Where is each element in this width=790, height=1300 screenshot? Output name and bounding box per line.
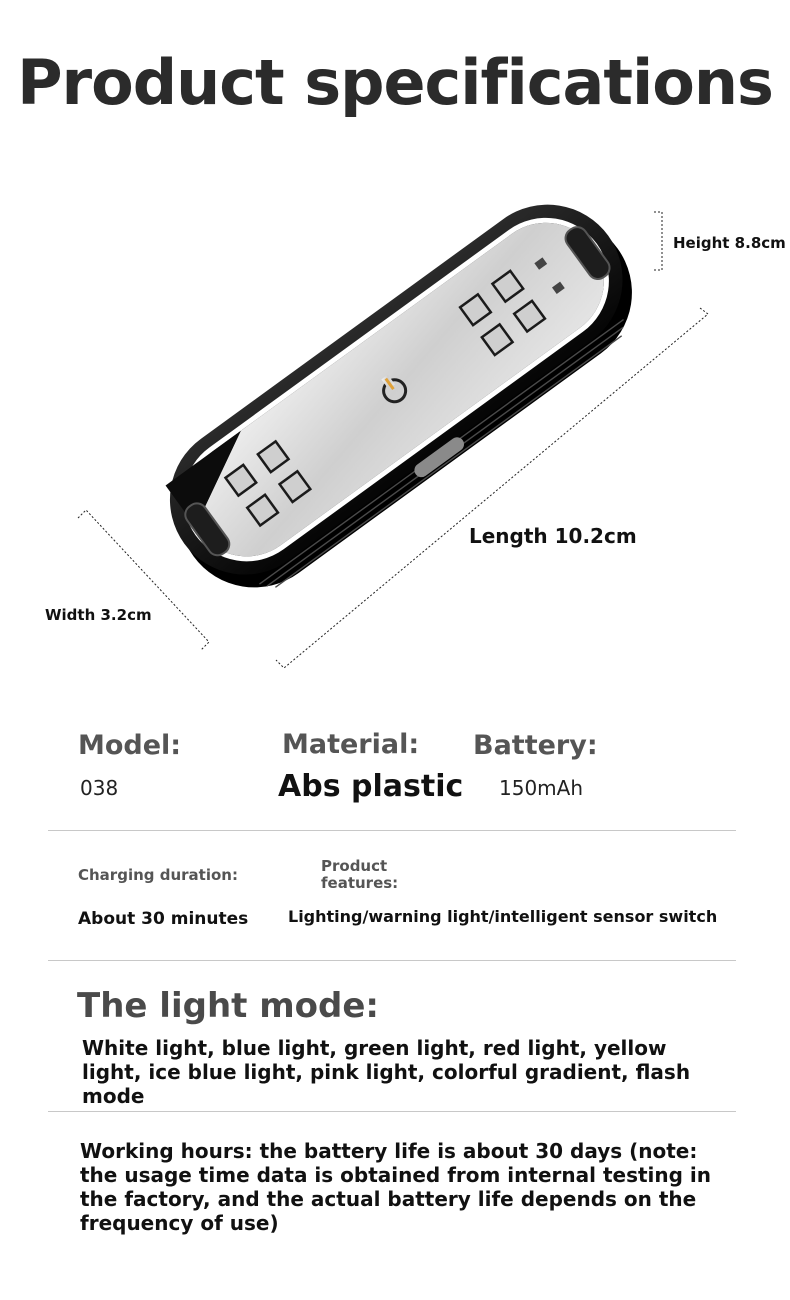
material-label: Material:: [282, 729, 420, 760]
divider: [48, 830, 736, 831]
battery-label: Battery:: [473, 730, 598, 761]
height-dimension: [654, 212, 662, 270]
page-title: Product specifications: [17, 46, 773, 119]
height-label: Height 8.8cm: [673, 234, 786, 252]
working-hours-text: Working hours: the battery life is about 30 days (note: the usage time data is obtained from internal testing in the factory, and the actual battery life depends on the frequency of use): [80, 1139, 711, 1235]
length-label: Length 10.2cm: [469, 524, 637, 548]
divider: [48, 960, 736, 961]
battery-value: 150mAh: [499, 776, 584, 800]
model-label: Model:: [78, 730, 182, 761]
light-mode-text: White light, blue light, green light, red light, yellow light, ice blue light, pink light, colorful gradient, flash mode: [82, 1036, 691, 1108]
silver-panel: [166, 200, 627, 580]
divider: [48, 1111, 736, 1112]
product-features-label: Product features:: [321, 857, 399, 892]
light-mode-heading: The light mode:: [77, 986, 380, 1026]
charging-duration-label: Charging duration:: [78, 866, 238, 884]
width-label: Width 3.2cm: [45, 606, 152, 624]
product-features-value: Lighting/warning light/intelligent sensor switch: [288, 907, 718, 926]
material-value: Abs plastic: [278, 769, 464, 804]
model-value: 038: [80, 776, 119, 800]
charging-duration-value: About 30 minutes: [78, 909, 249, 929]
